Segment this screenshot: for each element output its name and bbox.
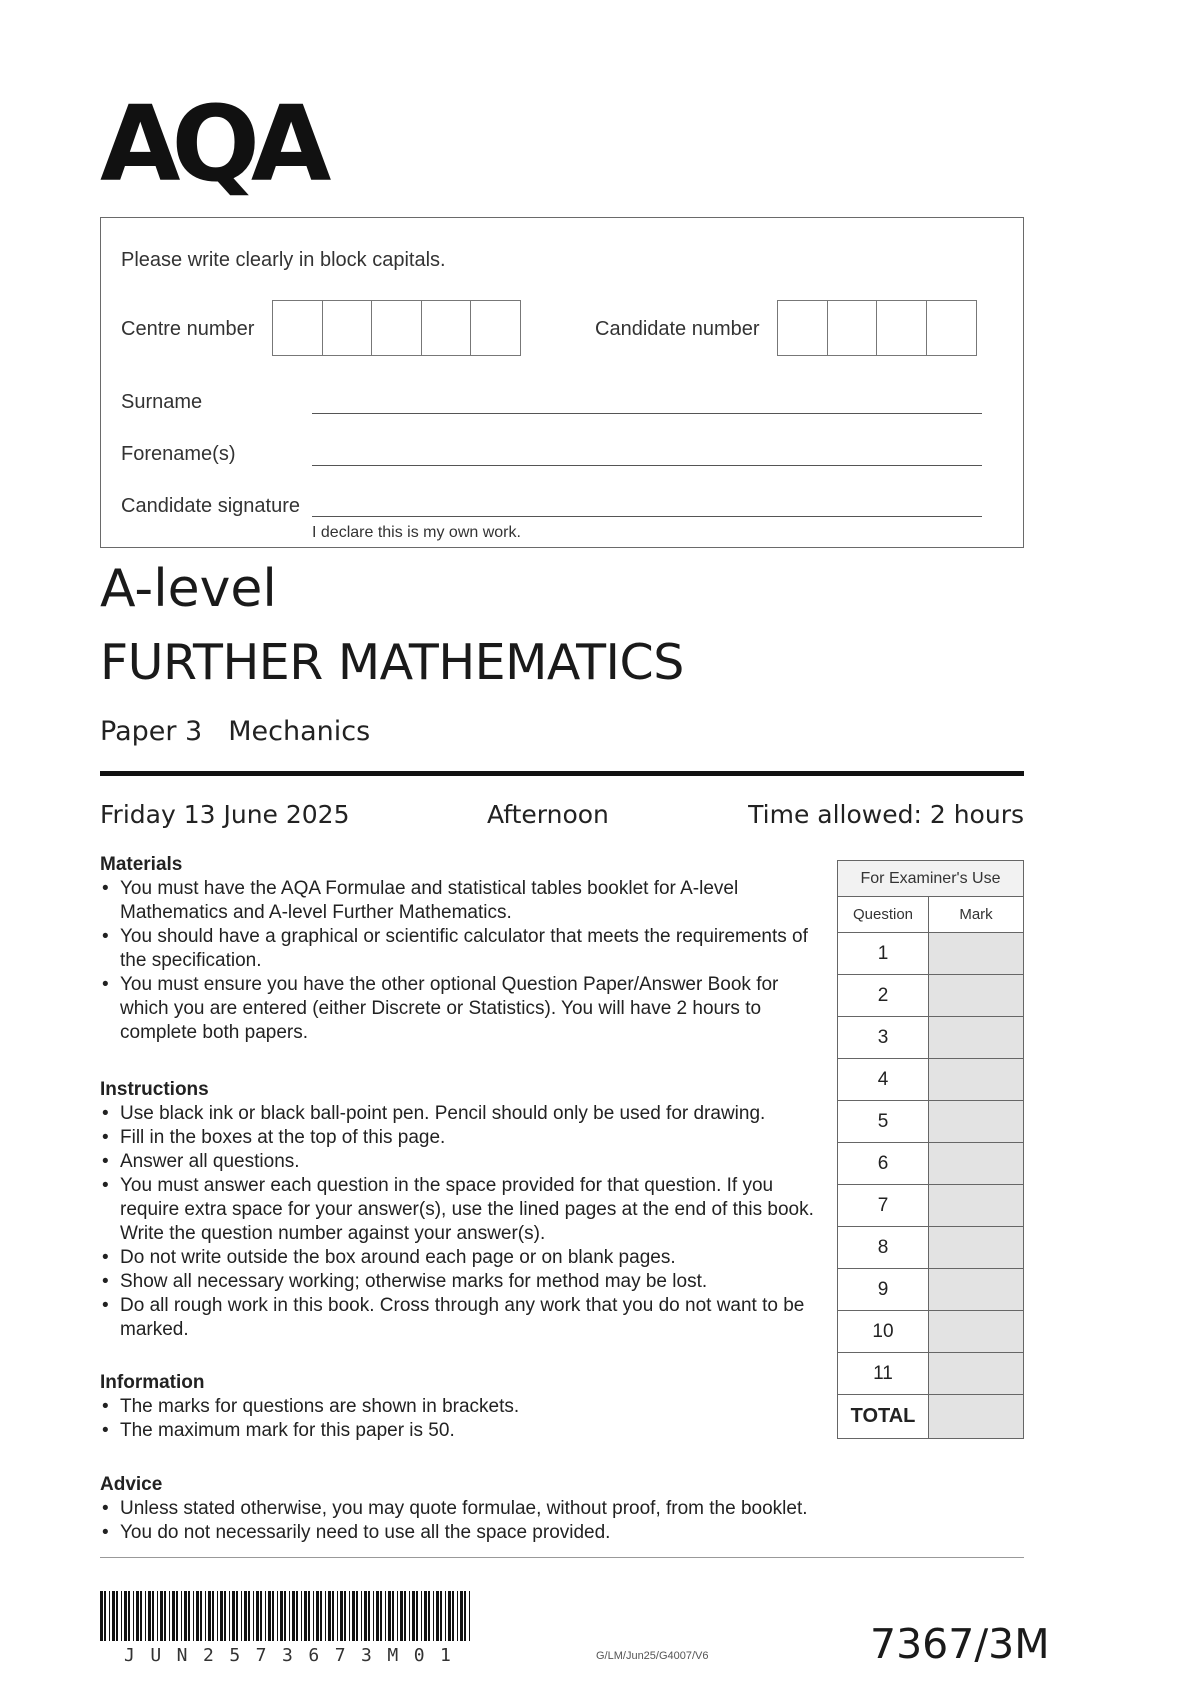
barcode-bar (176, 1591, 178, 1641)
list-item: • Do all rough work in this book. Cross through any work that you do not want to be marked. (100, 1294, 830, 1342)
barcode-bar (133, 1591, 134, 1641)
barcode-bar (229, 1591, 230, 1641)
question-number-cell: 2 (838, 975, 929, 1017)
paper-component: Mechanics (228, 716, 371, 747)
question-number-cell: 9 (838, 1269, 929, 1311)
barcode-bar (292, 1591, 295, 1641)
advice-section (100, 1473, 900, 1545)
barcode-bar (224, 1591, 226, 1641)
exam-session: Afternoon (487, 800, 609, 829)
barcode-bar (448, 1591, 451, 1641)
barcode-bar (460, 1591, 463, 1641)
centre-number-boxes[interactable] (272, 300, 521, 356)
question-number-cell: 3 (838, 1017, 929, 1059)
centre-digit-box[interactable] (272, 300, 323, 356)
barcode-bar (400, 1591, 403, 1641)
barcode-bar (152, 1591, 154, 1641)
list-item: • You do not necessarily need to use all the space provided. (100, 1521, 900, 1545)
barcode-bar (268, 1591, 271, 1641)
signature-label: Candidate signature (121, 495, 301, 517)
block-capitals-prompt: Please write clearly in block capitals. (121, 249, 446, 271)
barcode-bar (200, 1591, 202, 1641)
table-row (838, 975, 1024, 1017)
surname-line[interactable] (312, 413, 982, 414)
qualification-level: A-level (100, 559, 277, 619)
total-label: TOTAL (838, 1395, 929, 1439)
barcode-bar (313, 1591, 314, 1641)
centre-digit-box[interactable] (322, 300, 373, 356)
instructions-section (100, 1078, 830, 1342)
barcode-bar (373, 1591, 374, 1641)
barcode-bar (112, 1591, 115, 1641)
barcode-bar (385, 1591, 386, 1641)
barcode-bar (428, 1591, 430, 1641)
information-section (100, 1371, 830, 1443)
mark-cell (929, 1059, 1024, 1101)
barcode-bar (164, 1591, 166, 1641)
barcode-bar (140, 1591, 142, 1641)
title-divider (100, 771, 1024, 776)
barcode-bar (337, 1591, 338, 1641)
forename-label: Forename(s) (121, 443, 236, 465)
barcode-bar (433, 1591, 434, 1641)
centre-digit-box[interactable] (421, 300, 472, 356)
table-row (838, 1227, 1024, 1269)
mark-cell (929, 933, 1024, 975)
signature-line[interactable] (312, 516, 982, 517)
barcode-bar (188, 1591, 190, 1641)
subject-title: FURTHER MATHEMATICS (100, 634, 684, 691)
barcode-bar (457, 1591, 458, 1641)
mark-cell (929, 975, 1024, 1017)
barcode-bar (349, 1591, 350, 1641)
declaration-text: I declare this is my own work. (312, 524, 521, 541)
candidate-digit-box[interactable] (777, 300, 828, 356)
candidate-digit-box[interactable] (926, 300, 977, 356)
list-item: • You must ensure you have the other optional Question Paper/Answer Book for which you are entered (either Discrete or Statistics). You will have 2 hours to complete both papers. (100, 973, 830, 1045)
barcode-bar (241, 1591, 242, 1641)
barcode-bar (388, 1591, 391, 1641)
barcode-bar (148, 1591, 151, 1641)
table-row (838, 933, 1024, 975)
centre-digit-box[interactable] (470, 300, 521, 356)
barcode-bar (253, 1591, 254, 1641)
list-item: • The maximum mark for this paper is 50. (100, 1419, 830, 1443)
barcode-bar (236, 1591, 238, 1641)
question-number-cell: 1 (838, 933, 929, 975)
table-row (838, 1059, 1024, 1101)
paper-number: Paper 3 (100, 716, 203, 747)
barcode-bar (212, 1591, 214, 1641)
time-allowed: Time allowed: 2 hours (748, 800, 1024, 829)
barcode-bar (364, 1591, 367, 1641)
mark-cell (929, 1227, 1024, 1269)
barcode-bar (260, 1591, 262, 1641)
barcode-bar (301, 1591, 302, 1641)
barcode-bar (325, 1591, 326, 1641)
mark-cell (929, 1269, 1024, 1311)
barcode-bar (196, 1591, 199, 1641)
question-number-cell: 5 (838, 1101, 929, 1143)
barcode-bar (244, 1591, 247, 1641)
barcode-bar (328, 1591, 331, 1641)
barcode-bar (412, 1591, 415, 1641)
mark-cell (929, 1101, 1024, 1143)
list-item: • The marks for questions are shown in brackets. (100, 1395, 830, 1419)
barcode-bar (397, 1591, 398, 1641)
materials-section (100, 853, 830, 1045)
barcode-bar (424, 1591, 427, 1641)
aqa-logo: AQA (100, 83, 323, 205)
question-number-cell: 10 (838, 1311, 929, 1353)
barcode-bar (352, 1591, 355, 1641)
barcode-bar (109, 1591, 110, 1641)
barcode-bar (445, 1591, 446, 1641)
barcode-bar (232, 1591, 235, 1641)
examiner-use-table (837, 860, 1024, 1439)
barcode-bar (368, 1591, 370, 1641)
barcode-bar (100, 1591, 103, 1641)
barcode-bar (380, 1591, 382, 1641)
barcode-bar (452, 1591, 454, 1641)
mark-cell (929, 1185, 1024, 1227)
information-heading: Information (100, 1372, 205, 1393)
materials-heading: Materials (100, 854, 183, 875)
question-column-header: Question (838, 897, 929, 933)
mark-cell (929, 1143, 1024, 1185)
question-number-cell: 11 (838, 1353, 929, 1395)
paper-line (100, 716, 396, 747)
list-item: • You should have a graphical or scientific calculator that meets the requirements of the specification. (100, 925, 830, 973)
question-number-cell: 7 (838, 1185, 929, 1227)
barcode-bar (160, 1591, 163, 1641)
barcode-text: JUN2573673M01 (124, 1645, 467, 1666)
barcode-bar (181, 1591, 182, 1641)
barcode-bar (136, 1591, 139, 1641)
barcode-bar (145, 1591, 146, 1641)
barcode-bar (277, 1591, 278, 1641)
list-item: • Do not write outside the box around each page or on blank pages. (100, 1246, 830, 1270)
table-row (838, 1101, 1024, 1143)
barcode-bar (205, 1591, 206, 1641)
barcode-bar (356, 1591, 358, 1641)
barcode-bar (421, 1591, 422, 1641)
barcode-bar (436, 1591, 439, 1641)
candidate-digit-box[interactable] (876, 300, 927, 356)
barcode-bar (376, 1591, 379, 1641)
advice-heading: Advice (100, 1474, 163, 1495)
barcode (100, 1591, 473, 1641)
barcode-bar (469, 1591, 470, 1641)
centre-number-label: Centre number (121, 318, 255, 340)
instructions-heading: Instructions (100, 1079, 209, 1100)
barcode-bar (116, 1591, 118, 1641)
barcode-bar (272, 1591, 274, 1641)
question-number-cell: 6 (838, 1143, 929, 1185)
barcode-bar (184, 1591, 187, 1641)
barcode-bar (344, 1591, 346, 1641)
barcode-bar (304, 1591, 307, 1641)
list-item: • Use black ink or black ball-point pen. Pencil should only be used for drawing. (100, 1102, 830, 1126)
candidate-number-label: Candidate number (595, 318, 760, 340)
barcode-bar (308, 1591, 310, 1641)
barcode-bar (217, 1591, 218, 1641)
barcode-bar (208, 1591, 211, 1641)
barcode-bar (404, 1591, 406, 1641)
table-row (838, 1185, 1024, 1227)
list-item: • Answer all questions. (100, 1150, 830, 1174)
exam-date: Friday 13 June 2025 (100, 800, 350, 829)
barcode-bar (280, 1591, 283, 1641)
mark-column-header: Mark (929, 897, 1024, 933)
barcode-bar (416, 1591, 418, 1641)
forename-line[interactable] (312, 465, 982, 466)
barcode-bar (409, 1591, 410, 1641)
barcode-bar (157, 1591, 158, 1641)
centre-digit-box[interactable] (371, 300, 422, 356)
barcode-bar (128, 1591, 130, 1641)
barcode-bar (289, 1591, 290, 1641)
barcode-bar (248, 1591, 250, 1641)
barcode-bar (121, 1591, 122, 1641)
list-item: • You must have the AQA Formulae and statistical tables booklet for A-level Mathematics and A-level Further Mathematics. (100, 877, 830, 925)
list-item: • You must answer each question in the space provided for that question. If you require extra space for your answer(s), use the lined pages at the end of this book. Write the question number against your answer(s). (100, 1174, 830, 1246)
examiner-table-title: For Examiner's Use (838, 861, 1024, 897)
barcode-bar (440, 1591, 442, 1641)
barcode-bar (193, 1591, 194, 1641)
question-number-cell: 4 (838, 1059, 929, 1101)
table-row (838, 1269, 1024, 1311)
barcode-bar (124, 1591, 127, 1641)
barcode-bar (104, 1591, 106, 1641)
barcode-bar (320, 1591, 322, 1641)
barcode-bar (296, 1591, 298, 1641)
table-row (838, 1143, 1024, 1185)
barcode-bar (169, 1591, 170, 1641)
barcode-bar (361, 1591, 362, 1641)
paper-reference: G/LM/Jun25/G4007/V6 (596, 1650, 709, 1662)
barcode-bar (265, 1591, 266, 1641)
table-row (838, 1311, 1024, 1353)
footer-divider (100, 1557, 1024, 1558)
mark-cell (929, 1017, 1024, 1059)
total-mark-cell (929, 1395, 1024, 1439)
barcode-bar (256, 1591, 259, 1641)
mark-cell (929, 1353, 1024, 1395)
mark-cell (929, 1311, 1024, 1353)
barcode-bar (464, 1591, 466, 1641)
barcode-bar (220, 1591, 223, 1641)
candidate-digit-box[interactable] (827, 300, 878, 356)
list-item: • Show all necessary working; otherwise marks for method may be lost. (100, 1270, 830, 1294)
surname-label: Surname (121, 391, 203, 413)
barcode-bar (284, 1591, 286, 1641)
table-row (838, 1353, 1024, 1395)
barcode-bar (316, 1591, 319, 1641)
table-row (838, 1017, 1024, 1059)
question-number-cell: 8 (838, 1227, 929, 1269)
barcode-bar (172, 1591, 175, 1641)
barcode-bar (340, 1591, 343, 1641)
paper-code: 7367/3M (870, 1620, 1050, 1668)
list-item: • Fill in the boxes at the top of this page. (100, 1126, 830, 1150)
barcode-bar (332, 1591, 334, 1641)
barcode-bar (392, 1591, 394, 1641)
list-item: • Unless stated otherwise, you may quote formulae, without proof, from the booklet. (100, 1497, 900, 1521)
candidate-number-boxes[interactable] (777, 300, 977, 356)
